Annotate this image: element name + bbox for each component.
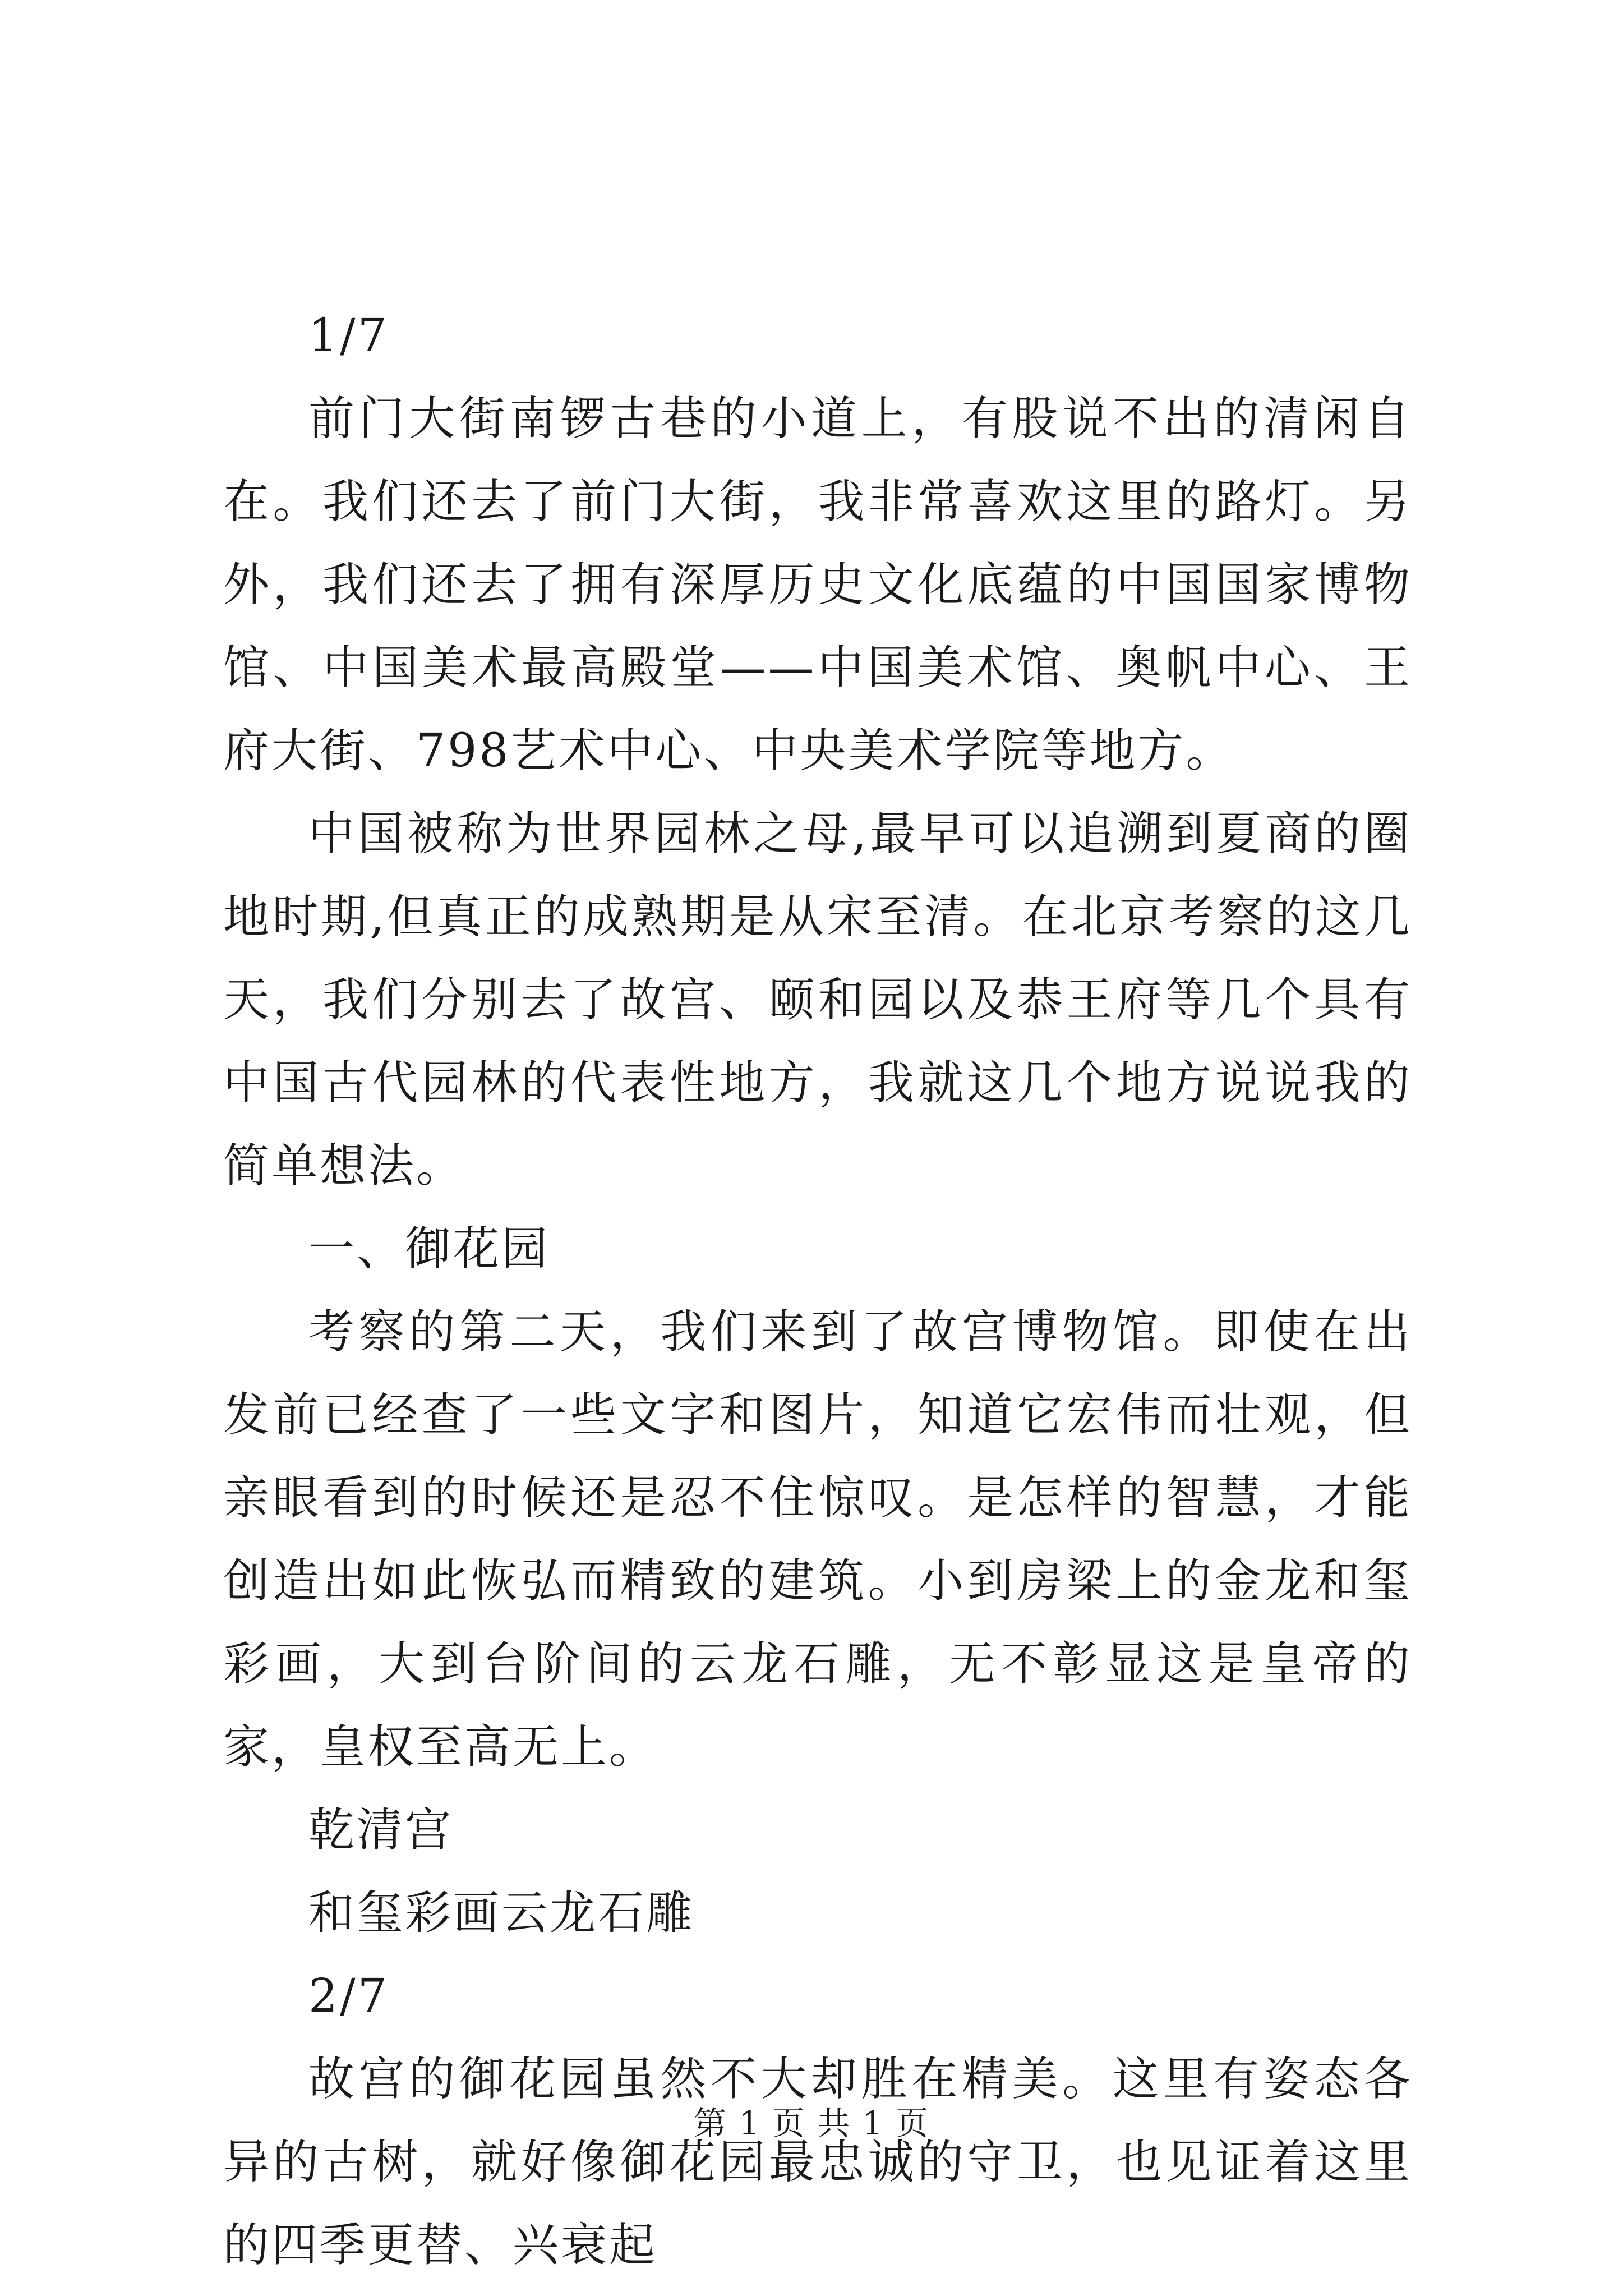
document-body <box>223 295 1412 2287</box>
paragraph: 考察的第二天，我们来到了故宫博物馆。即使在出发前已经查了一些文字和图片，知道它宏伟而壮观，但亲眼看到的时候还是忍不住惊叹。是怎样的智慧，才能创造出如此恢弘而精致的建筑。小到房梁上的金龙和玺彩画，大到台阶间的云龙石雕，无不彰显这是皇帝的家，皇权至高无上。 <box>223 1305 1412 1774</box>
page-marker: 2/7 <box>308 1970 389 2023</box>
image-caption: 乾清宫 <box>308 1803 454 1857</box>
paragraph: 中国被称为世界园林之母,最早可以追溯到夏商的圈地时期,但真正的成熟期是从宋至清。在北京考察的这几天，我们分别去了故宫、颐和园以及恭王府等几个具有中国古代园林的代表性地方，我就这几个地方说说我的简单想法。 <box>223 807 1412 1193</box>
page-footer: 第 1 页 共 1 页 <box>694 2104 929 2142</box>
paragraph: 前门大街南锣古巷的小道上，有股说不出的清闲自在。我们还去了前门大街，我非常喜欢这里的路灯。另外，我们还去了拥有深厚历史文化底蕴的中国国家博物馆、中国美术最高殿堂——中国美术馆、奥帆中心、王府大街、798艺术中心、中央美术学院等地方。 <box>223 392 1412 777</box>
page-marker: 1/7 <box>308 309 389 362</box>
image-caption: 和玺彩画云龙石雕 <box>308 1887 695 1940</box>
section-heading: 一、御花园 <box>308 1222 550 1276</box>
paragraph: 故宫的御花园虽然不大却胜在精美。这里有姿态各异的古树，就好像御花园最忠诚的守卫，也见证着这里的四季更替、兴衰起 <box>223 2053 1412 2272</box>
